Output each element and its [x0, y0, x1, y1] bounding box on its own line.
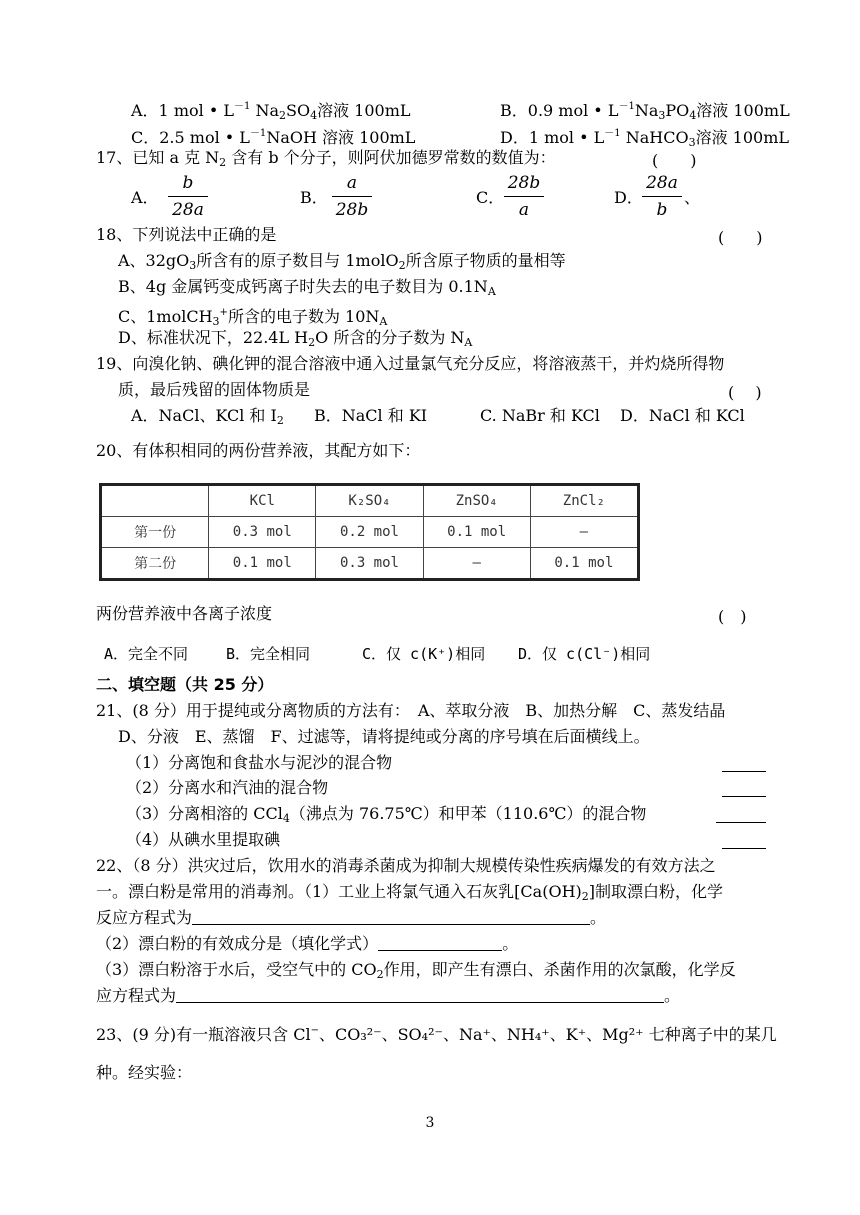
q22-line2: 一。漂白粉是常用的消毒剂。（1）工业上将氯气通入石灰乳$[Ca(OH)_2]$制取漂白粉，化学	[96, 882, 724, 903]
q20-question: 两份营养液中各离子浓度	[96, 604, 273, 623]
q20-option-b[interactable]: B．完全相同	[226, 645, 311, 663]
table-header-cell: ZnSO₄	[423, 485, 530, 517]
table-header-cell: K₂SO₄	[316, 485, 423, 517]
table-cell: 0.3 mol	[316, 548, 423, 580]
table-cell: —	[530, 517, 638, 548]
page-number: 3	[425, 1115, 435, 1131]
q21-blank-4[interactable]	[722, 847, 766, 849]
q17-b-fraction[interactable]: a 28b	[332, 172, 372, 221]
q22-blank-formula[interactable]	[378, 934, 502, 951]
q17-answer-paren[interactable]: ( )	[652, 151, 697, 170]
q18-stem: 18、下列说法中正确的是	[96, 225, 277, 244]
q19-option-a[interactable]: A．NaCl、KCl 和 $I_2$	[131, 406, 284, 427]
q17-stem: 17、已知 a 克 $N_2$ 含有 b 个分子，则阿伏加德罗常数的数值为：	[96, 148, 556, 169]
table-header-cell: ZnCl₂	[530, 485, 638, 517]
table-cell: 0.1 mol	[530, 548, 638, 580]
nutrient-table	[99, 483, 640, 581]
q20-answer-paren[interactable]: ( )	[718, 607, 747, 626]
table-cell: 0.1 mol	[423, 517, 530, 548]
q20-option-d[interactable]: D．仅 c(Cl⁻)相同	[518, 645, 651, 663]
section-title: 二、填空题（共 25 分）	[96, 675, 274, 694]
q22-blank-equation2[interactable]	[176, 986, 664, 1003]
q22-line3: 反应方程式为 。	[96, 908, 607, 927]
q16-option-b[interactable]: B．0.9 mol • $L^{-1}Na_3PO_4$溶液 100mL	[500, 101, 790, 122]
q19-stem-line2: 质，最后残留的固体物质是	[118, 380, 311, 399]
q16-option-d[interactable]: D．1 mol • $L^{-1}$ NaHCO$_3$溶液 100mL	[500, 128, 790, 149]
q19-option-c[interactable]: C. NaBr 和 KCl	[480, 406, 600, 425]
table-cell: 0.1 mol	[209, 548, 316, 580]
q17-b-label: B．	[300, 188, 328, 207]
table-cell: 0.2 mol	[316, 517, 423, 548]
q21-blank-2[interactable]	[722, 795, 766, 797]
q20-option-c[interactable]: C．仅 c(K⁺)相同	[362, 645, 486, 663]
q17-a-label: A．	[131, 188, 159, 207]
table-header-cell	[101, 485, 209, 517]
table-row	[101, 517, 639, 548]
q23-line2: 种。经实验：	[96, 1063, 193, 1082]
table-cell: —	[423, 548, 530, 580]
q17-c-fraction[interactable]: 28b a	[504, 172, 544, 221]
q22-line5: （3）漂白粉溶于水后，受空气中的 $CO_2$作用，即产生有漂白、杀菌作用的次氯酸，化学反	[96, 960, 736, 981]
q17-d-label: D．	[614, 188, 643, 207]
q22-blank-equation1[interactable]	[192, 908, 590, 925]
table-cell: 0.3 mol	[209, 517, 316, 548]
q17-a-fraction[interactable]: b 28a	[168, 172, 208, 221]
q21-item-2: （2）分离水和汽油的混合物	[126, 778, 329, 797]
q21-stem-line1: 21、(8 分）用于提纯或分离物质的方法有： A、萃取分液 B、加热分解 C、蒸发结晶	[96, 701, 726, 720]
table-cell: 第二份	[101, 548, 209, 580]
q22-line4: （2）漂白粉的有效成分是（填化学式） 。	[96, 934, 519, 953]
q20-stem: 20、有体积相同的两份营养液，其配方如下：	[96, 441, 421, 460]
q23-line1: 23、(9 分)有一瓶溶液只含 Cl−、CO₃²⁻、SO₄²⁻、Na⁺、NH₄⁺、K⁺、Mg²⁺ 七种离子中的某几	[96, 1025, 777, 1044]
q16-option-a[interactable]: A．1 mol • $L^{-1}$ $Na_2SO_4$溶液 100mL	[131, 101, 411, 122]
q21-item-4: （4）从碘水里提取碘	[126, 830, 281, 849]
q16-option-c[interactable]: C．2.5 mol • $L^{-1}NaOH$ 溶液 100mL	[131, 128, 416, 147]
table-header-cell: KCl	[209, 485, 316, 517]
q21-item-1: （1）分离饱和食盐水与泥沙的混合物	[126, 753, 393, 772]
q21-stem-line2: D、分液 E、蒸馏 F、过滤等，请将提纯或分离的序号填在后面横线上。	[118, 727, 650, 746]
q18-option-c[interactable]: C、1molCH$_3$+所含的电子数为 $10N_A$	[118, 307, 388, 328]
q17-c-label: C．	[476, 188, 505, 207]
q19-option-d[interactable]: D．NaCl 和 KCl	[620, 406, 745, 425]
q21-blank-1[interactable]	[722, 770, 766, 772]
q22-line6: 应方程式为 。	[96, 986, 681, 1005]
q18-option-d[interactable]: D、标准状况下，22.4L $H_2O$ 所含的分子数为 $N_A$	[118, 328, 473, 349]
q19-answer-paren[interactable]: ( )	[728, 383, 762, 402]
q18-answer-paren[interactable]: ( )	[718, 228, 763, 247]
q21-blank-3[interactable]	[716, 821, 766, 823]
q17-d-trail: 、	[684, 188, 701, 207]
q19-stem-line1: 19、向溴化钠、碘化钾的混合溶液中通入过量氯气充分反应，将溶液蒸干，并灼烧所得物	[96, 354, 725, 373]
q19-option-b[interactable]: B．NaCl 和 KI	[314, 406, 428, 425]
table-header-row	[101, 485, 639, 517]
q18-option-a[interactable]: A、$32gO_3$所含有的原子数目与 1molO$_2$所含原子物质的量相等	[118, 251, 566, 272]
table-row	[101, 548, 639, 580]
q20-option-a[interactable]: A．完全不同	[104, 645, 189, 663]
q21-item-3: （3）分离相溶的 CCl$_4$（沸点为 76.75℃）和甲苯（110.6℃）的混合物	[126, 804, 647, 825]
table-cell: 第一份	[101, 517, 209, 548]
q17-d-fraction[interactable]: 28a b	[642, 172, 682, 221]
q22-line1: 22、（8 分）洪灾过后，饮用水的消毒杀菌成为抑制大规模传染性疾病爆发的有效方法之	[96, 856, 716, 875]
q18-option-b[interactable]: B、4g 金属钙变成钙离子时失去的电子数目为 $0.1N_A$	[118, 277, 496, 298]
